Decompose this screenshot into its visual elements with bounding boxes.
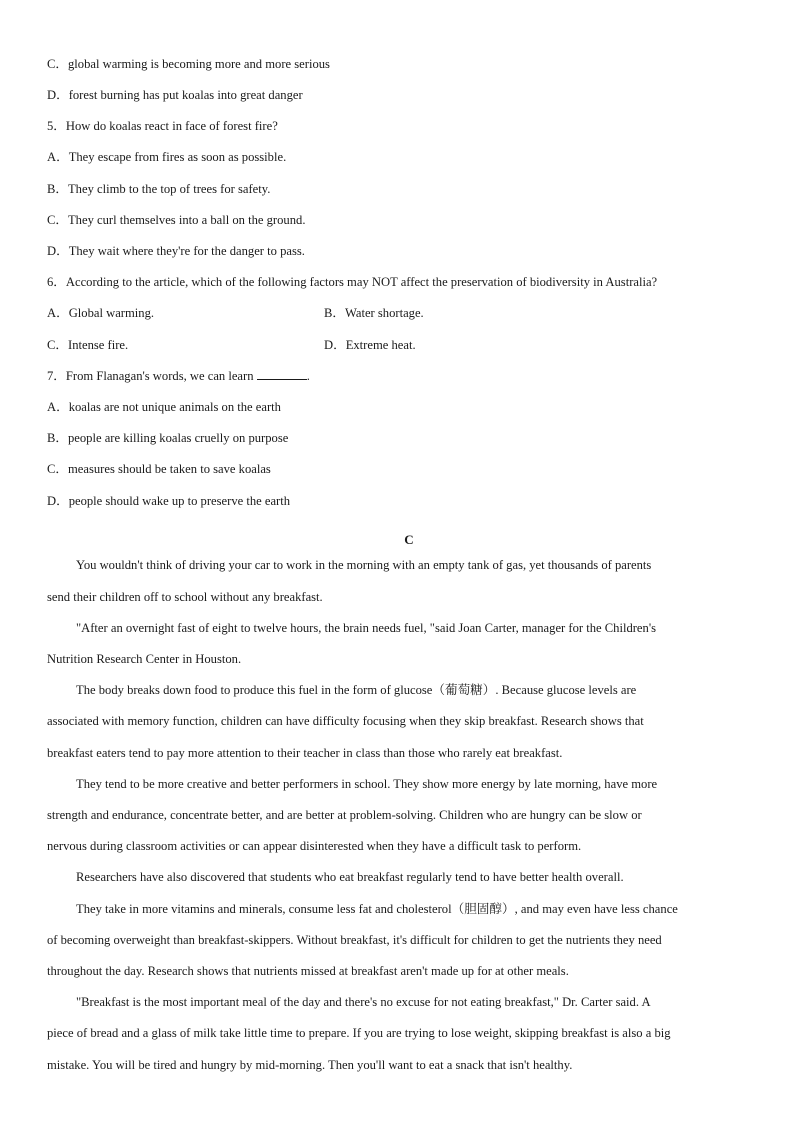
passage-line: You wouldn't think of driving your car to work in the morning with an empty tank of gas, yet thousands of parents xyxy=(76,558,652,572)
passage-line: They tend to be more creative and better performers in school. They show more energy by late morning, have more xyxy=(76,777,658,791)
passage-line: of becoming overweight than breakfast-skippers. Without breakfast, it's difficult for children to get the nutrients they need xyxy=(47,933,662,947)
q7-stem xyxy=(47,368,310,384)
q6-stem: 6．According to the article, which of the following factors may NOT affect the preservation of biodiversity in Australia? xyxy=(47,275,658,289)
q7-option-c: C．measures should be taken to save koalas xyxy=(47,462,271,476)
q5-option-a: A．They escape from fires as soon as possible. xyxy=(47,150,287,164)
q7-option-b: B．people are killing koalas cruelly on purpose xyxy=(47,431,289,445)
q4-option-d: D．forest burning has put koalas into great danger xyxy=(47,88,303,102)
passage-line: send their children off to school without any breakfast. xyxy=(47,590,323,604)
passage-line: "Breakfast is the most important meal of the day and there's no excuse for not eating breakfast," Dr. Carter said. A xyxy=(76,995,651,1009)
passage-line: mistake. You will be tired and hungry by mid-morning. Then you'll want to eat a snack that isn't healthy. xyxy=(47,1058,573,1072)
q6-option-b: B．Water shortage. xyxy=(324,306,424,320)
passage-line: Researchers have also discovered that students who eat breakfast regularly tend to have better health overall. xyxy=(76,870,624,884)
q5-stem: 5．How do koalas react in face of forest fire? xyxy=(47,119,278,133)
passage-line: "After an overnight fast of eight to twelve hours, the brain needs fuel, "said Joan Carter, manager for the Children's xyxy=(76,621,656,635)
passage-line: breakfast eaters tend to pay more attention to their teacher in class than those who rarely eat breakfast. xyxy=(47,746,563,760)
q6-option-c: C．Intense fire. xyxy=(47,338,129,352)
section-heading: C xyxy=(404,532,414,547)
q5-option-d: D．They wait where they're for the danger to pass. xyxy=(47,244,305,258)
q7-option-a: A．koalas are not unique animals on the earth xyxy=(47,400,281,414)
q4-option-c: C．global warming is becoming more and more serious xyxy=(47,57,330,71)
q6-option-a: A．Global warming. xyxy=(47,306,155,320)
passage-line: The body breaks down food to produce this fuel in the form of glucose（葡萄糖）. Because glucose levels are xyxy=(76,683,637,697)
passage-line: nervous during classroom activities or can appear disinterested when they have a difficult task to perform. xyxy=(47,839,582,853)
q5-option-b: B．They climb to the top of trees for safety. xyxy=(47,182,271,196)
passage-line: strength and endurance, concentrate better, and are better at problem-solving. Children who are hungry can be slow or xyxy=(47,808,642,822)
q7-option-d: D．people should wake up to preserve the earth xyxy=(47,494,291,508)
q7-stem-end: . xyxy=(306,369,310,383)
passage-line: They take in more vitamins and minerals, consume less fat and cholesterol（胆固醇）, and may even have less chance xyxy=(76,902,678,916)
q5-option-c: C．They curl themselves into a ball on the ground. xyxy=(47,213,306,227)
q7-stem-text: 7．From Flanagan's words, we can learn xyxy=(47,369,254,383)
q6-option-d: D．Extreme heat. xyxy=(324,338,416,352)
passage-line: associated with memory function, children can have difficulty focusing when they skip breakfast. Research shows that xyxy=(47,714,644,728)
passage-line: piece of bread and a glass of milk take little time to prepare. If you are trying to lose weight, skipping breakfast is also a big xyxy=(47,1026,671,1040)
answer-blank xyxy=(257,368,307,380)
passage-line: Nutrition Research Center in Houston. xyxy=(47,652,242,666)
passage-line: throughout the day. Research shows that nutrients missed at breakfast aren't made up for at other meals. xyxy=(47,964,569,978)
